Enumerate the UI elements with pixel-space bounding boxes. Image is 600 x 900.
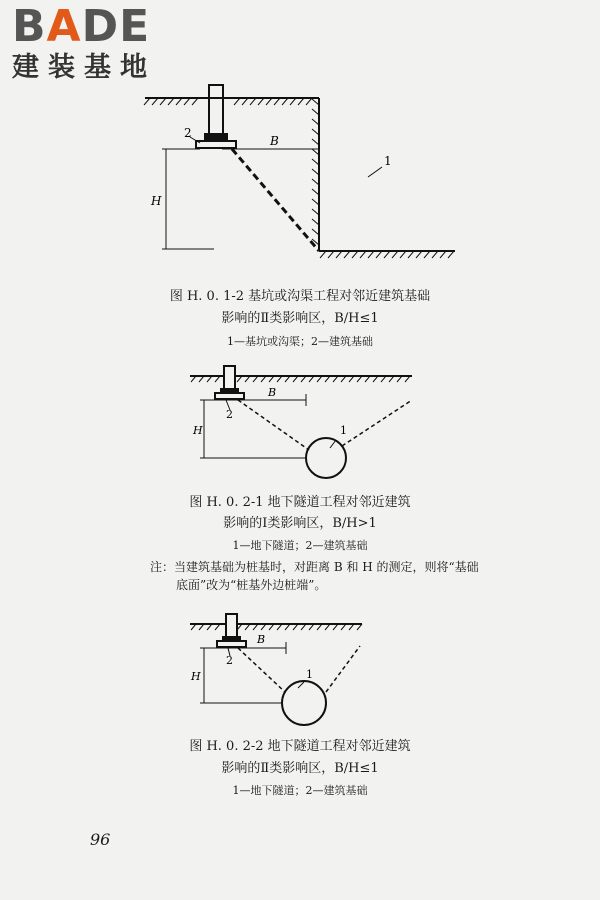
note-line2: 底面”改为“桩基外边桩端”。: [176, 578, 327, 592]
label-h: H: [151, 194, 162, 208]
figure1-caption-line2: 影响的Ⅱ类影响区，B/H≤1: [221, 311, 379, 326]
figure-tunnel-class2-diagram: [0, 608, 600, 733]
note-line1: 注：当建筑基础为桩基时，对距离 B 和 H 的测定，则将“基础: [150, 560, 479, 574]
foundation-footing: [217, 641, 246, 647]
leader-1: [368, 167, 382, 177]
figure3-caption-line1: 图 H. 0. 2-2 地下隧道工程对邻近建筑: [189, 739, 411, 754]
label-h: H: [193, 424, 203, 437]
wall-hatching: [312, 99, 319, 245]
foundation-base: [204, 133, 228, 141]
label-1: 1: [384, 154, 392, 168]
label-1: 1: [340, 424, 347, 437]
tunnel-circle: [282, 681, 326, 725]
label-b: B: [257, 633, 266, 646]
figure3-caption-line2: 影响的Ⅱ类影响区，B/H≤1: [221, 761, 379, 776]
figure-excavation-diagram: [0, 75, 600, 265]
influence-line: [232, 149, 319, 251]
figure2-legend: 1—地下隧道；2—建筑基础: [232, 539, 368, 552]
building-column: [226, 614, 237, 638]
building-column: [224, 366, 235, 390]
logo-subtitle: 建装基地: [12, 52, 156, 83]
bottom-hatching: [320, 251, 454, 258]
label-1: 1: [306, 668, 313, 681]
influence-line-left: [238, 400, 309, 450]
page-number: 96: [90, 830, 111, 849]
figure2-caption-line2: 影响的Ⅰ类影响区，B/H>1: [223, 516, 377, 531]
influence-line-left: [238, 648, 285, 692]
foundation-footing: [196, 141, 236, 148]
brand-logo: [12, 1, 177, 84]
leader-1: [298, 682, 304, 688]
label-2: 2: [226, 654, 233, 667]
label-h: H: [191, 670, 201, 683]
influence-line-right: [342, 400, 412, 446]
building-column: [209, 85, 223, 135]
figure1-caption-line1: 图 H. 0. 1-2 基坑或沟渠工程对邻近建筑基础: [169, 289, 431, 304]
label-b: B: [270, 134, 279, 148]
tunnel-circle: [306, 438, 346, 478]
ground-hatching: [144, 98, 312, 105]
figure-tunnel-class1-diagram: [0, 360, 600, 490]
figure1-legend: 1—基坑或沟渠；2—建筑基础: [227, 335, 373, 348]
figure3-legend: 1—地下隧道；2—建筑基础: [232, 784, 368, 797]
influence-line-right: [326, 646, 360, 692]
leader-1: [330, 440, 336, 448]
logo-wordmark: BADE: [12, 1, 151, 52]
label-2: 2: [226, 408, 233, 421]
label-b: B: [268, 386, 277, 399]
label-2: 2: [184, 126, 192, 140]
foundation-footing: [215, 393, 244, 399]
logo-accent-letter: A: [46, 1, 82, 52]
figure2-caption-line1: 图 H. 0. 2-1 地下隧道工程对邻近建筑: [189, 495, 411, 510]
note: [150, 558, 490, 594]
